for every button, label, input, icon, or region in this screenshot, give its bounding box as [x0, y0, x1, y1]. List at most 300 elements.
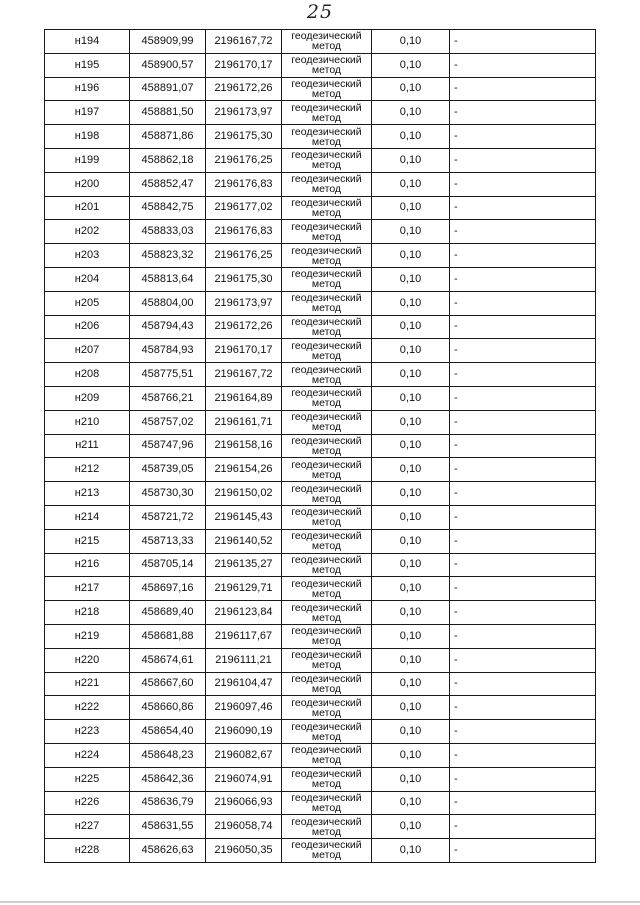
method-cell — [282, 720, 372, 744]
point-id-cell: н223 — [45, 720, 130, 744]
y-coordinate-cell: 2196129,71 — [206, 577, 282, 601]
method-line-1: геодезический — [291, 506, 362, 519]
table-row — [45, 743, 596, 767]
y-coordinate-cell: 2196050,35 — [206, 839, 282, 863]
method-line-2: метод — [311, 468, 342, 481]
method-cell — [282, 577, 372, 601]
point-id-cell: н224 — [45, 743, 130, 767]
x-coordinate-cell: 458689,40 — [130, 601, 206, 625]
point-id-cell: н201 — [45, 196, 130, 220]
x-coordinate-cell: 458739,05 — [130, 458, 206, 482]
point-id-cell: н200 — [45, 172, 130, 196]
method-cell — [282, 791, 372, 815]
note-cell: - — [450, 505, 596, 529]
y-coordinate-cell: 2196177,02 — [206, 196, 282, 220]
point-id-cell: н227 — [45, 815, 130, 839]
table-row — [45, 839, 596, 863]
note-cell: - — [450, 672, 596, 696]
note-cell: - — [450, 720, 596, 744]
table-row — [45, 101, 596, 125]
point-id-cell: н215 — [45, 529, 130, 553]
table-row — [45, 577, 596, 601]
note-cell: - — [450, 815, 596, 839]
table-row — [45, 410, 596, 434]
method-line-2: метод — [311, 444, 342, 457]
method-line-2: метод — [311, 825, 342, 838]
y-coordinate-cell: 2196074,91 — [206, 767, 282, 791]
method-cell — [282, 410, 372, 434]
method-line-1: геодезический — [291, 839, 362, 852]
accuracy-cell: 0,10 — [372, 339, 450, 363]
x-coordinate-cell: 458862,18 — [130, 148, 206, 172]
method-cell — [282, 244, 372, 268]
point-id-cell: н195 — [45, 53, 130, 77]
x-coordinate-cell: 458909,99 — [130, 30, 206, 54]
note-cell: - — [450, 553, 596, 577]
table-row — [45, 624, 596, 648]
method-line-1: геодезический — [291, 411, 362, 424]
note-cell: - — [450, 53, 596, 77]
table-row — [45, 815, 596, 839]
accuracy-cell: 0,10 — [372, 220, 450, 244]
note-cell: - — [450, 458, 596, 482]
point-id-cell: н221 — [45, 672, 130, 696]
method-line-1: геодезический — [291, 387, 362, 400]
x-coordinate-cell: 458636,79 — [130, 791, 206, 815]
method-cell — [282, 363, 372, 387]
accuracy-cell: 0,10 — [372, 529, 450, 553]
x-coordinate-cell: 458660,86 — [130, 696, 206, 720]
method-line-1: геодезический — [291, 30, 362, 43]
y-coordinate-cell: 2196158,16 — [206, 434, 282, 458]
y-coordinate-cell: 2196161,71 — [206, 410, 282, 434]
note-cell: - — [450, 196, 596, 220]
table-row — [45, 220, 596, 244]
table-row — [45, 601, 596, 625]
x-coordinate-cell: 458705,14 — [130, 553, 206, 577]
accuracy-cell: 0,10 — [372, 696, 450, 720]
point-id-cell: н228 — [45, 839, 130, 863]
point-id-cell: н214 — [45, 505, 130, 529]
note-cell: - — [450, 696, 596, 720]
method-line-1: геодезический — [291, 196, 362, 209]
method-line-2: метод — [311, 135, 342, 148]
table-row — [45, 30, 596, 54]
coordinates-table — [44, 29, 596, 863]
y-coordinate-cell: 2196170,17 — [206, 53, 282, 77]
method-line-2: метод — [311, 64, 342, 77]
method-line-2: метод — [311, 206, 342, 219]
note-cell: - — [450, 743, 596, 767]
method-line-1: геодезический — [291, 434, 362, 447]
method-cell — [282, 553, 372, 577]
method-line-2: метод — [311, 349, 342, 362]
method-line-2: метод — [311, 563, 342, 576]
method-line-1: геодезический — [291, 125, 362, 138]
point-id-cell: н218 — [45, 601, 130, 625]
method-line-1: геодезический — [291, 530, 362, 543]
accuracy-cell: 0,10 — [372, 482, 450, 506]
x-coordinate-cell: 458626,63 — [130, 839, 206, 863]
method-line-1: геодезический — [291, 149, 362, 162]
method-cell — [282, 839, 372, 863]
note-cell: - — [450, 30, 596, 54]
accuracy-cell: 0,10 — [372, 386, 450, 410]
method-cell — [282, 767, 372, 791]
method-cell — [282, 743, 372, 767]
y-coordinate-cell: 2196176,83 — [206, 172, 282, 196]
method-line-2: метод — [311, 373, 342, 386]
note-cell: - — [450, 624, 596, 648]
method-line-1: геодезический — [291, 768, 362, 781]
y-coordinate-cell: 2196172,26 — [206, 77, 282, 101]
method-line-1: геодезический — [291, 315, 362, 328]
point-id-cell: н216 — [45, 553, 130, 577]
method-cell — [282, 53, 372, 77]
note-cell: - — [450, 315, 596, 339]
y-coordinate-cell: 2196167,72 — [206, 30, 282, 54]
point-id-cell: н197 — [45, 101, 130, 125]
table-row — [45, 672, 596, 696]
table-row — [45, 386, 596, 410]
method-line-1: геодезический — [291, 553, 362, 566]
y-coordinate-cell: 2196082,67 — [206, 743, 282, 767]
method-cell — [282, 458, 372, 482]
method-line-2: метод — [311, 111, 342, 124]
y-coordinate-cell: 2196097,46 — [206, 696, 282, 720]
table-row — [45, 553, 596, 577]
x-coordinate-cell: 458631,55 — [130, 815, 206, 839]
point-id-cell: н222 — [45, 696, 130, 720]
x-coordinate-cell: 458654,40 — [130, 720, 206, 744]
table-row — [45, 791, 596, 815]
method-line-1: геодезический — [291, 815, 362, 828]
table-row — [45, 720, 596, 744]
method-cell — [282, 220, 372, 244]
method-line-2: метод — [311, 611, 342, 624]
accuracy-cell: 0,10 — [372, 791, 450, 815]
method-line-2: метод — [311, 492, 342, 505]
x-coordinate-cell: 458642,36 — [130, 767, 206, 791]
x-coordinate-cell: 458697,16 — [130, 577, 206, 601]
point-id-cell: н211 — [45, 434, 130, 458]
note-cell: - — [450, 148, 596, 172]
accuracy-cell: 0,10 — [372, 815, 450, 839]
point-id-cell: н217 — [45, 577, 130, 601]
point-id-cell: н208 — [45, 363, 130, 387]
table-row — [45, 339, 596, 363]
table-row — [45, 529, 596, 553]
method-cell — [282, 339, 372, 363]
x-coordinate-cell: 458804,00 — [130, 291, 206, 315]
note-cell: - — [450, 410, 596, 434]
accuracy-cell: 0,10 — [372, 839, 450, 863]
x-coordinate-cell: 458842,75 — [130, 196, 206, 220]
method-line-1: геодезический — [291, 625, 362, 638]
x-coordinate-cell: 458871,86 — [130, 125, 206, 149]
method-line-2: метод — [311, 325, 342, 338]
method-cell — [282, 696, 372, 720]
x-coordinate-cell: 458667,60 — [130, 672, 206, 696]
accuracy-cell: 0,10 — [372, 458, 450, 482]
y-coordinate-cell: 2196175,30 — [206, 267, 282, 291]
table-row — [45, 648, 596, 672]
y-coordinate-cell: 2196176,25 — [206, 244, 282, 268]
method-cell — [282, 77, 372, 101]
coordinates-table-body — [45, 30, 596, 863]
method-line-2: метод — [311, 801, 342, 814]
note-cell: - — [450, 601, 596, 625]
note-cell: - — [450, 577, 596, 601]
point-id-cell: н210 — [45, 410, 130, 434]
method-line-2: метод — [311, 540, 342, 553]
method-line-1: геодезический — [291, 720, 362, 733]
x-coordinate-cell: 458881,50 — [130, 101, 206, 125]
accuracy-cell: 0,10 — [372, 553, 450, 577]
y-coordinate-cell: 2196164,89 — [206, 386, 282, 410]
x-coordinate-cell: 458713,33 — [130, 529, 206, 553]
table-row — [45, 267, 596, 291]
method-line-1: геодезический — [291, 791, 362, 804]
method-cell — [282, 101, 372, 125]
table-row — [45, 315, 596, 339]
x-coordinate-cell: 458757,02 — [130, 410, 206, 434]
point-id-cell: н196 — [45, 77, 130, 101]
x-coordinate-cell: 458794,43 — [130, 315, 206, 339]
accuracy-cell: 0,10 — [372, 410, 450, 434]
method-cell — [282, 482, 372, 506]
y-coordinate-cell: 2196150,02 — [206, 482, 282, 506]
accuracy-cell: 0,10 — [372, 172, 450, 196]
method-line-2: метод — [311, 754, 342, 767]
method-line-2: метод — [311, 159, 342, 172]
x-coordinate-cell: 458900,57 — [130, 53, 206, 77]
table-row — [45, 505, 596, 529]
y-coordinate-cell: 2196172,26 — [206, 315, 282, 339]
method-cell — [282, 148, 372, 172]
note-cell: - — [450, 839, 596, 863]
accuracy-cell: 0,10 — [372, 267, 450, 291]
y-coordinate-cell: 2196167,72 — [206, 363, 282, 387]
accuracy-cell: 0,10 — [372, 196, 450, 220]
method-cell — [282, 648, 372, 672]
accuracy-cell: 0,10 — [372, 434, 450, 458]
y-coordinate-cell: 2196173,97 — [206, 291, 282, 315]
method-line-1: геодезический — [291, 744, 362, 757]
accuracy-cell: 0,10 — [372, 720, 450, 744]
method-line-1: геодезический — [291, 363, 362, 376]
method-cell — [282, 672, 372, 696]
note-cell: - — [450, 291, 596, 315]
y-coordinate-cell: 2196175,30 — [206, 125, 282, 149]
accuracy-cell: 0,10 — [372, 244, 450, 268]
y-coordinate-cell: 2196135,27 — [206, 553, 282, 577]
x-coordinate-cell: 458747,96 — [130, 434, 206, 458]
accuracy-cell: 0,10 — [372, 363, 450, 387]
accuracy-cell: 0,10 — [372, 577, 450, 601]
point-id-cell: н209 — [45, 386, 130, 410]
x-coordinate-cell: 458648,23 — [130, 743, 206, 767]
note-cell: - — [450, 125, 596, 149]
x-coordinate-cell: 458766,21 — [130, 386, 206, 410]
note-cell: - — [450, 767, 596, 791]
method-cell — [282, 529, 372, 553]
method-line-1: геодезический — [291, 339, 362, 352]
method-line-2: метод — [311, 587, 342, 600]
x-coordinate-cell: 458784,93 — [130, 339, 206, 363]
note-cell: - — [450, 172, 596, 196]
point-id-cell: н194 — [45, 30, 130, 54]
method-line-2: метод — [311, 397, 342, 410]
method-line-2: метод — [311, 659, 342, 672]
point-id-cell: н207 — [45, 339, 130, 363]
method-line-2: метод — [311, 87, 342, 100]
page-number: 25 — [306, 1, 334, 23]
y-coordinate-cell: 2196111,21 — [206, 648, 282, 672]
point-id-cell: н219 — [45, 624, 130, 648]
x-coordinate-cell: 458674,61 — [130, 648, 206, 672]
point-id-cell: н213 — [45, 482, 130, 506]
method-line-1: геодезический — [291, 577, 362, 590]
scan-edge-line — [0, 901, 640, 903]
x-coordinate-cell: 458813,64 — [130, 267, 206, 291]
note-cell: - — [450, 482, 596, 506]
x-coordinate-cell: 458852,47 — [130, 172, 206, 196]
accuracy-cell: 0,10 — [372, 77, 450, 101]
method-cell — [282, 267, 372, 291]
method-line-1: геодезический — [291, 649, 362, 662]
point-id-cell: н220 — [45, 648, 130, 672]
method-line-2: метод — [311, 183, 342, 196]
method-line-1: геодезический — [291, 244, 362, 257]
point-id-cell: н205 — [45, 291, 130, 315]
accuracy-cell: 0,10 — [372, 743, 450, 767]
point-id-cell: н202 — [45, 220, 130, 244]
accuracy-cell: 0,10 — [372, 30, 450, 54]
point-id-cell: н203 — [45, 244, 130, 268]
table-row — [45, 458, 596, 482]
point-id-cell: н226 — [45, 791, 130, 815]
method-line-2: метод — [311, 516, 342, 529]
table-row — [45, 53, 596, 77]
note-cell: - — [450, 77, 596, 101]
y-coordinate-cell: 2196066,93 — [206, 791, 282, 815]
accuracy-cell: 0,10 — [372, 148, 450, 172]
accuracy-cell: 0,10 — [372, 125, 450, 149]
accuracy-cell: 0,10 — [372, 767, 450, 791]
x-coordinate-cell: 458681,88 — [130, 624, 206, 648]
note-cell: - — [450, 101, 596, 125]
method-line-1: геодезический — [291, 268, 362, 281]
method-line-2: метод — [311, 421, 342, 434]
y-coordinate-cell: 2196154,26 — [206, 458, 282, 482]
x-coordinate-cell: 458721,72 — [130, 505, 206, 529]
x-coordinate-cell: 458730,30 — [130, 482, 206, 506]
method-line-2: метод — [311, 778, 342, 791]
y-coordinate-cell: 2196176,83 — [206, 220, 282, 244]
table-row — [45, 244, 596, 268]
point-id-cell: н204 — [45, 267, 130, 291]
note-cell: - — [450, 339, 596, 363]
table-row — [45, 77, 596, 101]
note-cell: - — [450, 648, 596, 672]
y-coordinate-cell: 2196176,25 — [206, 148, 282, 172]
x-coordinate-cell: 458823,32 — [130, 244, 206, 268]
accuracy-cell: 0,10 — [372, 101, 450, 125]
y-coordinate-cell: 2196058,74 — [206, 815, 282, 839]
table-row — [45, 696, 596, 720]
method-line-2: метод — [311, 302, 342, 315]
accuracy-cell: 0,10 — [372, 672, 450, 696]
method-cell — [282, 172, 372, 196]
note-cell: - — [450, 434, 596, 458]
method-line-2: метод — [311, 278, 342, 291]
method-cell — [282, 601, 372, 625]
method-line-1: геодезический — [291, 77, 362, 90]
table-row — [45, 172, 596, 196]
y-coordinate-cell: 2196173,97 — [206, 101, 282, 125]
method-line-1: геодезический — [291, 54, 362, 67]
table-row — [45, 196, 596, 220]
y-coordinate-cell: 2196104,47 — [206, 672, 282, 696]
method-line-1: геодезический — [291, 482, 362, 495]
method-line-1: геодезический — [291, 292, 362, 305]
note-cell: - — [450, 363, 596, 387]
point-id-cell: н225 — [45, 767, 130, 791]
note-cell: - — [450, 386, 596, 410]
method-cell — [282, 30, 372, 54]
y-coordinate-cell: 2196090,19 — [206, 720, 282, 744]
y-coordinate-cell: 2196117,67 — [206, 624, 282, 648]
method-line-2: метод — [311, 40, 342, 53]
note-cell: - — [450, 267, 596, 291]
accuracy-cell: 0,10 — [372, 505, 450, 529]
method-line-1: геодезический — [291, 101, 362, 114]
note-cell: - — [450, 220, 596, 244]
accuracy-cell: 0,10 — [372, 291, 450, 315]
method-line-2: метод — [311, 849, 342, 862]
method-line-1: геодезический — [291, 220, 362, 233]
point-id-cell: н199 — [45, 148, 130, 172]
point-id-cell: н212 — [45, 458, 130, 482]
x-coordinate-cell: 458775,51 — [130, 363, 206, 387]
table-row — [45, 482, 596, 506]
x-coordinate-cell: 458891,07 — [130, 77, 206, 101]
accuracy-cell: 0,10 — [372, 315, 450, 339]
accuracy-cell: 0,10 — [372, 601, 450, 625]
y-coordinate-cell: 2196145,43 — [206, 505, 282, 529]
method-line-1: геодезический — [291, 672, 362, 685]
table-row — [45, 125, 596, 149]
accuracy-cell: 0,10 — [372, 648, 450, 672]
point-id-cell: н198 — [45, 125, 130, 149]
note-cell: - — [450, 791, 596, 815]
y-coordinate-cell: 2196123,84 — [206, 601, 282, 625]
table-row — [45, 363, 596, 387]
method-cell — [282, 196, 372, 220]
method-cell — [282, 291, 372, 315]
method-cell — [282, 505, 372, 529]
method-line-1: геодезический — [291, 458, 362, 471]
method-line-1: геодезический — [291, 173, 362, 186]
method-line-2: метод — [311, 635, 342, 648]
table-row — [45, 767, 596, 791]
table-row — [45, 434, 596, 458]
note-cell: - — [450, 529, 596, 553]
table-row — [45, 148, 596, 172]
method-line-2: метод — [311, 230, 342, 243]
method-cell — [282, 434, 372, 458]
